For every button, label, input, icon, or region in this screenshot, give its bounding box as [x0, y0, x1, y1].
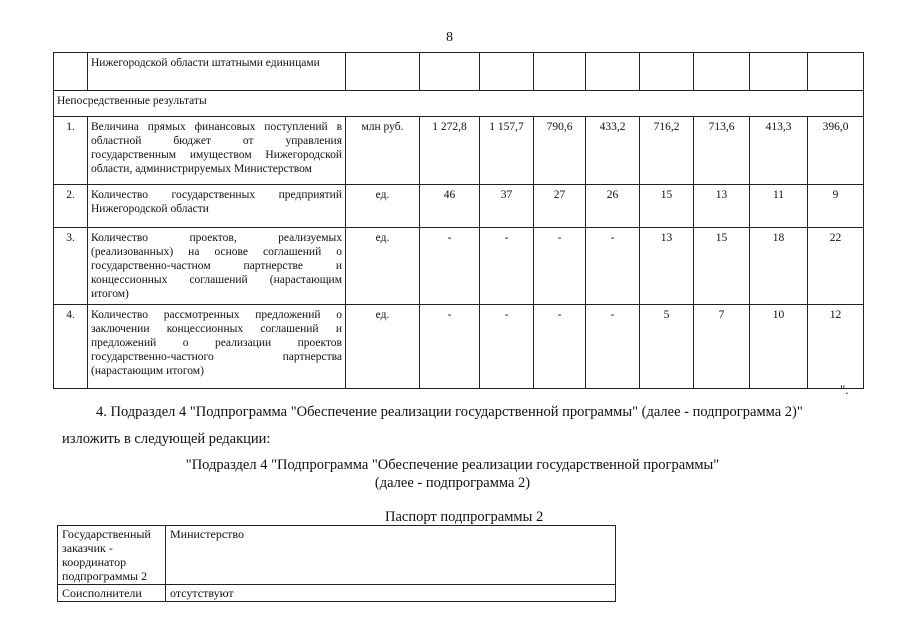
passport-label: Соисполнители — [58, 585, 166, 602]
row-unit: млн руб. — [346, 117, 420, 185]
row-value: 18 — [750, 228, 808, 305]
subsection-title-line-1: "Подраздел 4 "Подпрограмма "Обеспечение реализации государственной программы" — [185, 457, 720, 473]
row-value: - — [586, 228, 640, 305]
paragraph-line-1: 4. Подраздел 4 "Подпрограмма "Обеспечение реализации государственной программы" (далее - подпрограмма 2)" — [96, 404, 803, 420]
row-value: 11 — [750, 185, 808, 228]
row-value: 13 — [694, 185, 750, 228]
row-value: 1 272,8 — [420, 117, 480, 185]
row-value: 790,6 — [534, 117, 586, 185]
row-unit: ед. — [346, 305, 420, 389]
row-value: 12 — [808, 305, 864, 389]
subsection-title-line-2: (далее - подпрограмма 2) — [374, 475, 531, 491]
closing-quote-mark: ". — [840, 382, 849, 397]
row-value: 1 157,7 — [480, 117, 534, 185]
table-cell-description: Нижегородской области штатными единицами — [88, 53, 346, 91]
row-value: - — [586, 305, 640, 389]
page-number: 8 — [446, 30, 453, 45]
row-number: 4. — [54, 305, 88, 389]
row-value: 22 — [808, 228, 864, 305]
row-description: Величина прямых финансовых поступлений в областной бюджет от управления государственным имуществом Нижегородской области, администрируемых Министерством — [88, 117, 346, 185]
table-row — [54, 305, 864, 389]
table-row — [54, 53, 864, 91]
row-value: 15 — [694, 228, 750, 305]
row-value: 15 — [640, 185, 694, 228]
row-value: - — [534, 305, 586, 389]
row-value: - — [480, 305, 534, 389]
row-value: 27 — [534, 185, 586, 228]
passport-value: Министерство — [166, 526, 616, 585]
passport-row — [58, 526, 616, 585]
row-unit: ед. — [346, 228, 420, 305]
row-value: - — [534, 228, 586, 305]
row-value: 46 — [420, 185, 480, 228]
row-value: 5 — [640, 305, 694, 389]
table-cell — [54, 53, 88, 91]
row-description: Количество государственных предприятий Нижегородской области — [88, 185, 346, 228]
indicators-table — [53, 52, 864, 389]
row-number: 1. — [54, 117, 88, 185]
table-row — [54, 117, 864, 185]
row-value: 7 — [694, 305, 750, 389]
row-unit: ед. — [346, 185, 420, 228]
row-value: 9 — [808, 185, 864, 228]
table-row — [54, 228, 864, 305]
row-value: 13 — [640, 228, 694, 305]
row-value: - — [480, 228, 534, 305]
row-value: 713,6 — [694, 117, 750, 185]
row-value: 396,0 — [808, 117, 864, 185]
section-header: Непосредственные результаты — [54, 91, 864, 117]
passport-table — [57, 525, 616, 602]
row-value: 26 — [586, 185, 640, 228]
row-number: 3. — [54, 228, 88, 305]
passport-title: Паспорт подпрограммы 2 — [385, 509, 544, 525]
row-value: 433,2 — [586, 117, 640, 185]
row-value: - — [420, 305, 480, 389]
passport-row — [58, 585, 616, 602]
row-number: 2. — [54, 185, 88, 228]
row-value: 10 — [750, 305, 808, 389]
row-value: 413,3 — [750, 117, 808, 185]
section-header-row — [54, 91, 864, 117]
row-value: 37 — [480, 185, 534, 228]
row-value: 716,2 — [640, 117, 694, 185]
row-description: Количество рассмотренных предложений о заключении концессионных соглашений и предложений о реализации проектов государственно-частного партнерства (нарастающим итогом) — [88, 305, 346, 389]
passport-value: отсутствуют — [166, 585, 616, 602]
row-value: - — [420, 228, 480, 305]
passport-label: Государственный заказчик - координатор подпрограммы 2 — [58, 526, 166, 585]
paragraph-line-2: изложить в следующей редакции: — [62, 431, 271, 447]
table-row — [54, 185, 864, 228]
row-description: Количество проектов, реализуемых (реализованных) на основе соглашений о государственно-частном партнерстве и концессионных соглашений (нарастающим итогом) — [88, 228, 346, 305]
